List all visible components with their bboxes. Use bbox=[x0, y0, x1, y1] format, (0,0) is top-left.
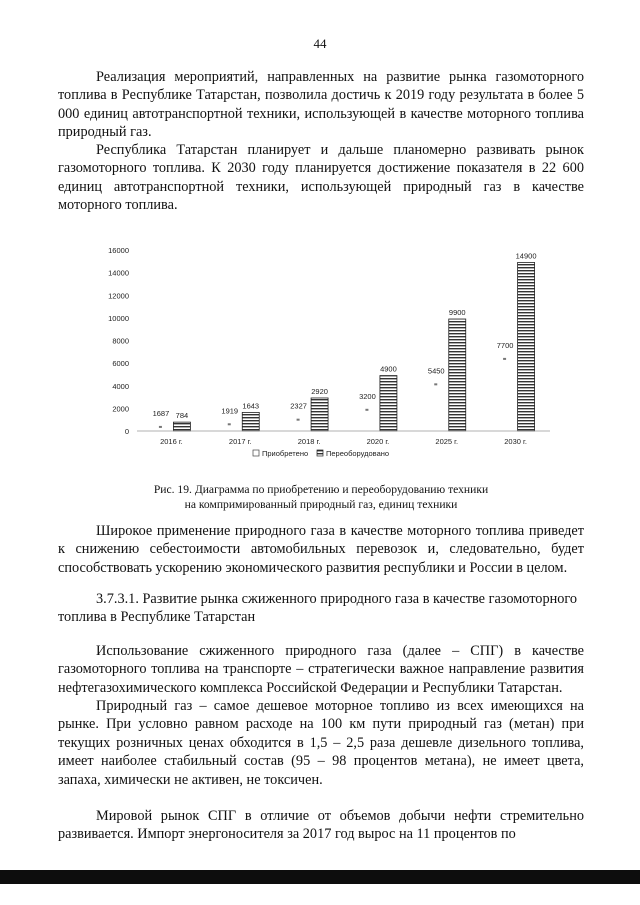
y-tick-label: 12000 bbox=[108, 291, 129, 301]
data-label-converted: 9900 bbox=[448, 308, 466, 318]
bar-converted bbox=[311, 398, 328, 431]
x-tick-label: 2030 г. bbox=[504, 437, 527, 446]
x-tick-label: 2017 г. bbox=[228, 437, 252, 446]
y-tick-label: 4000 bbox=[112, 381, 129, 391]
y-tick-label: 2000 bbox=[112, 404, 129, 414]
caption-line-2: на компримированный природный газ, единиц техники bbox=[184, 498, 458, 511]
paragraph-1: Реализация мероприятий, направленных на развитие рынка газомоторного топлива в Республике Татарстан, позволила достичь к 2019 году результата в более 5 000 единиц автотранспортной техники, использующей в качестве моторного топлива природный газ. bbox=[58, 69, 584, 141]
y-tick-label: 14000 bbox=[108, 268, 129, 278]
bar-converted bbox=[380, 376, 397, 431]
data-label-acquired: 1687 bbox=[152, 408, 170, 418]
data-label-acquired: 3200 bbox=[359, 391, 376, 401]
bar-acquired bbox=[434, 383, 437, 385]
paragraph-6: Мировой рынок СПГ в отличие от объемов добычи нефти стремительно развивается. Импорт энергоносителя за 2017 год вырос на 11 процентов по bbox=[58, 808, 584, 843]
bar-acquired bbox=[159, 426, 162, 428]
bar-converted bbox=[242, 412, 259, 431]
bar-converted bbox=[518, 262, 535, 431]
data-label-acquired: 1919 bbox=[221, 406, 239, 416]
figure-caption bbox=[58, 482, 584, 512]
bar-acquired bbox=[503, 358, 506, 360]
data-label-acquired: 7700 bbox=[496, 340, 514, 350]
x-tick-label: 2020 г. bbox=[366, 437, 390, 446]
bar-acquired bbox=[297, 419, 300, 421]
data-label-converted: 1643 bbox=[242, 401, 260, 411]
page-number: 44 bbox=[313, 36, 327, 51]
legend-swatch-acquired bbox=[253, 450, 259, 456]
y-tick-label: 16000 bbox=[108, 246, 129, 255]
bar-acquired bbox=[365, 409, 368, 411]
y-tick-label: 10000 bbox=[108, 313, 129, 323]
y-tick-label: 8000 bbox=[112, 336, 129, 346]
legend-label-converted: Переоборудовано bbox=[326, 449, 390, 458]
data-label-converted: 2920 bbox=[311, 386, 328, 396]
paragraph-5: Природный газ – самое дешевое моторное топливо из всех имеющихся на рынке. При условно равном расходе на 100 км пути природный газ (метан) при текущих розничных ценах обходится в 1,5 – 2,5 раза дешевле дизельного топлива, имеет наиболее стабильный состав (95 – 98 процентов метана), не имеет цвета, запаха, химически не активен, не токсичен. bbox=[58, 698, 584, 788]
data-label-acquired: 2327 bbox=[290, 401, 307, 411]
bar-converted bbox=[449, 319, 466, 431]
paragraph-3: Широкое применение природного газа в качестве моторного топлива приведет к снижению себестоимости автомобильных перевозок и, следовательно, будет способствовать ускорению экономического развития республики и России в целом. bbox=[58, 523, 584, 576]
data-label-converted: 784 bbox=[175, 411, 189, 421]
scan-edge-bar bbox=[0, 870, 640, 884]
y-tick-label: 6000 bbox=[112, 359, 129, 369]
paragraph-4: Использование сжиженного природного газа (далее – СПГ) в качестве газомоторного топлива на транспорте – стратегически важное направление развития нефтегазохимического комплекса Российской Федерации и Республики Татарстан. bbox=[58, 643, 584, 696]
x-tick-label: 2018 г. bbox=[297, 437, 321, 446]
data-label-converted: 4900 bbox=[380, 364, 397, 374]
x-tick-label: 2016 г. bbox=[160, 437, 183, 446]
x-tick-label: 2025 г. bbox=[435, 437, 459, 446]
section-heading: 3.7.3.1. Развитие рынка сжиженного природного газа в качестве газомоторного топлива в Республике Татарстан bbox=[58, 591, 578, 626]
data-label-converted: 14900 bbox=[515, 251, 537, 261]
bar-chart bbox=[95, 240, 555, 470]
bar-acquired bbox=[228, 423, 231, 425]
paragraph-2: Республика Татарстан планирует и дальше планомерно развивать рынок газомоторного топлива. К 2030 году планируется достижение показателя в 22 600 единиц автотранспортной техники, использующей природный газ в качестве моторного топлива. bbox=[58, 142, 584, 214]
data-label-acquired: 5450 bbox=[427, 366, 445, 376]
caption-line-1: Рис. 19. Диаграмма по приобретению и переоборудованию техники bbox=[153, 483, 489, 496]
legend-label-acquired: Приобретено bbox=[262, 449, 309, 458]
bar-converted bbox=[173, 422, 190, 431]
legend-swatch-converted bbox=[317, 450, 323, 456]
y-tick-label: 0 bbox=[124, 427, 129, 436]
